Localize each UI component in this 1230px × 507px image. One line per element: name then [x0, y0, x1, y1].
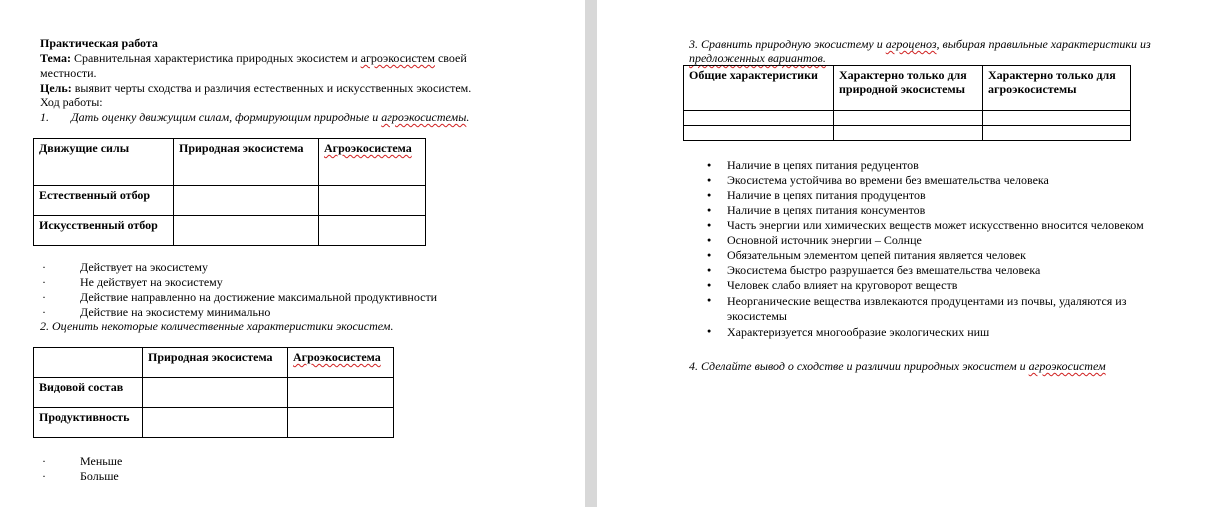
topic-text-b: своей — [434, 51, 467, 65]
task3-line-2: предложенных вариантов. — [689, 51, 826, 65]
table-row — [34, 216, 426, 246]
goal-line — [40, 81, 471, 96]
options-list-2 — [40, 454, 122, 484]
table-row — [34, 186, 426, 216]
table-row — [34, 408, 394, 438]
table-header-cell: Природная экосистема — [174, 139, 319, 186]
task4-line — [689, 359, 1106, 374]
table-header-cell — [34, 348, 143, 378]
table-row-label: Искусственный отбор — [34, 216, 174, 246]
table-cell[interactable] — [319, 216, 426, 246]
options-list-1 — [40, 260, 437, 320]
table-header-cell: Агроэкосистема — [288, 348, 394, 378]
list-item: · Не действует на экосистему — [40, 275, 437, 290]
list-item: ● Часть энергии или химических веществ может искусственно вносится человеком — [683, 218, 1203, 233]
table-row — [34, 139, 426, 186]
task3-text-a: 3. Сравнить природную экосистему и — [689, 37, 886, 51]
table-cell[interactable] — [143, 408, 288, 438]
table-header-cell: Характерно только для природной экосистемы — [834, 66, 983, 111]
goal-text: выявит черты сходства и различия естественных и искусственных экосистем. — [71, 81, 472, 95]
table-cell[interactable] — [288, 378, 394, 408]
table-header-cell: Общие характеристики — [684, 66, 834, 111]
table-cell[interactable] — [983, 111, 1131, 126]
list-item: ● Наличие в цепях питания продуцентов — [683, 188, 1203, 203]
list-item: · Действие направленно на достижение максимальной продуктивности — [40, 290, 437, 305]
task3-word: агроценоз — [885, 37, 937, 51]
list-item: ● Характеризуется многообразие экологических ниш — [683, 324, 1203, 340]
table-driving-forces — [33, 138, 426, 246]
table-cell[interactable] — [174, 186, 319, 216]
list-item: ● Человек слабо влияет на круговорот веществ — [683, 278, 1203, 293]
task4-word: агроэкосистем — [1028, 359, 1106, 373]
table-row — [34, 348, 394, 378]
table-row-label: Естественный отбор — [34, 186, 174, 216]
task1-number: 1. — [40, 110, 49, 124]
task1-line — [40, 110, 469, 125]
table-row-label: Продуктивность — [34, 408, 143, 438]
task1-text-a: Дать оценку движущим силам, формирующим природные и — [71, 110, 382, 124]
table-cell[interactable] — [684, 111, 834, 126]
table-cell[interactable] — [174, 216, 319, 246]
progress-heading: Ход работы: — [40, 95, 103, 109]
topic-text-a: Сравнительная характеристика природных экосистем и — [70, 51, 361, 65]
list-item: ● Экосистема быстро разрушается без вмешательства человека — [683, 263, 1203, 278]
table-cell[interactable] — [684, 126, 834, 141]
table-header-cell: Характерно только для агроэкосистемы — [983, 66, 1131, 111]
document-page-left — [0, 0, 585, 507]
list-item: · Действие на экосистему минимально — [40, 305, 437, 320]
table-cell[interactable] — [288, 408, 394, 438]
list-item: ● Обязательным элементом цепей питания является человек — [683, 248, 1203, 263]
table-compare — [683, 65, 1131, 141]
table-header-cell: Движущие силы — [34, 139, 174, 186]
task3-line — [689, 37, 1151, 52]
list-item: ● Основной источник энергии – Солнце — [683, 233, 1203, 248]
task2-line: 2. Оценить некоторые количественные характеристики экосистем. — [40, 319, 394, 333]
table-row — [684, 126, 1131, 141]
task1-word: агроэкосистемы — [381, 110, 467, 124]
list-item: ● Наличие в цепях питания редуцентов — [683, 158, 1203, 173]
topic-label: Тема: — [40, 51, 71, 65]
task4-text-a: 4. Сделайте вывод о сходстве и различии природных экосистем и — [689, 359, 1029, 373]
list-item: ● Наличие в цепях питания консументов — [683, 203, 1203, 218]
document-page-right — [597, 0, 1230, 507]
table-cell[interactable] — [319, 186, 426, 216]
page-gap — [585, 0, 597, 507]
table-quantitative — [33, 347, 394, 438]
table-cell[interactable] — [834, 111, 983, 126]
task1-text-b: . — [466, 110, 470, 124]
characteristics-list — [683, 158, 1203, 340]
list-item: · Действует на экосистему — [40, 260, 437, 275]
list-item: · Больше — [40, 469, 122, 484]
table-row — [684, 111, 1131, 126]
task3-text-b: , выбирая правильные характеристики из — [936, 37, 1151, 51]
list-item: ● Неорганические вещества извлекаются продуцентами из почвы, удаляются из экосистемы — [683, 293, 1167, 324]
topic-word-agro: агроэкосистем — [360, 51, 435, 65]
goal-label: Цель: — [40, 81, 72, 95]
table-row — [34, 378, 394, 408]
list-item: · Меньше — [40, 454, 122, 469]
table-header-cell: Природная экосистема — [143, 348, 288, 378]
list-item: ● Экосистема устойчива во времени без вмешательства человека — [683, 173, 1203, 188]
table-cell[interactable] — [834, 126, 983, 141]
topic-line — [40, 51, 467, 66]
table-cell[interactable] — [983, 126, 1131, 141]
topic-line-2: местности. — [40, 66, 97, 80]
table-row-label: Видовой состав — [34, 378, 143, 408]
table-cell[interactable] — [143, 378, 288, 408]
table-row — [684, 66, 1131, 111]
doc-title: Практическая работа — [40, 36, 158, 50]
table-header-cell: Агроэкосистема — [319, 139, 426, 186]
